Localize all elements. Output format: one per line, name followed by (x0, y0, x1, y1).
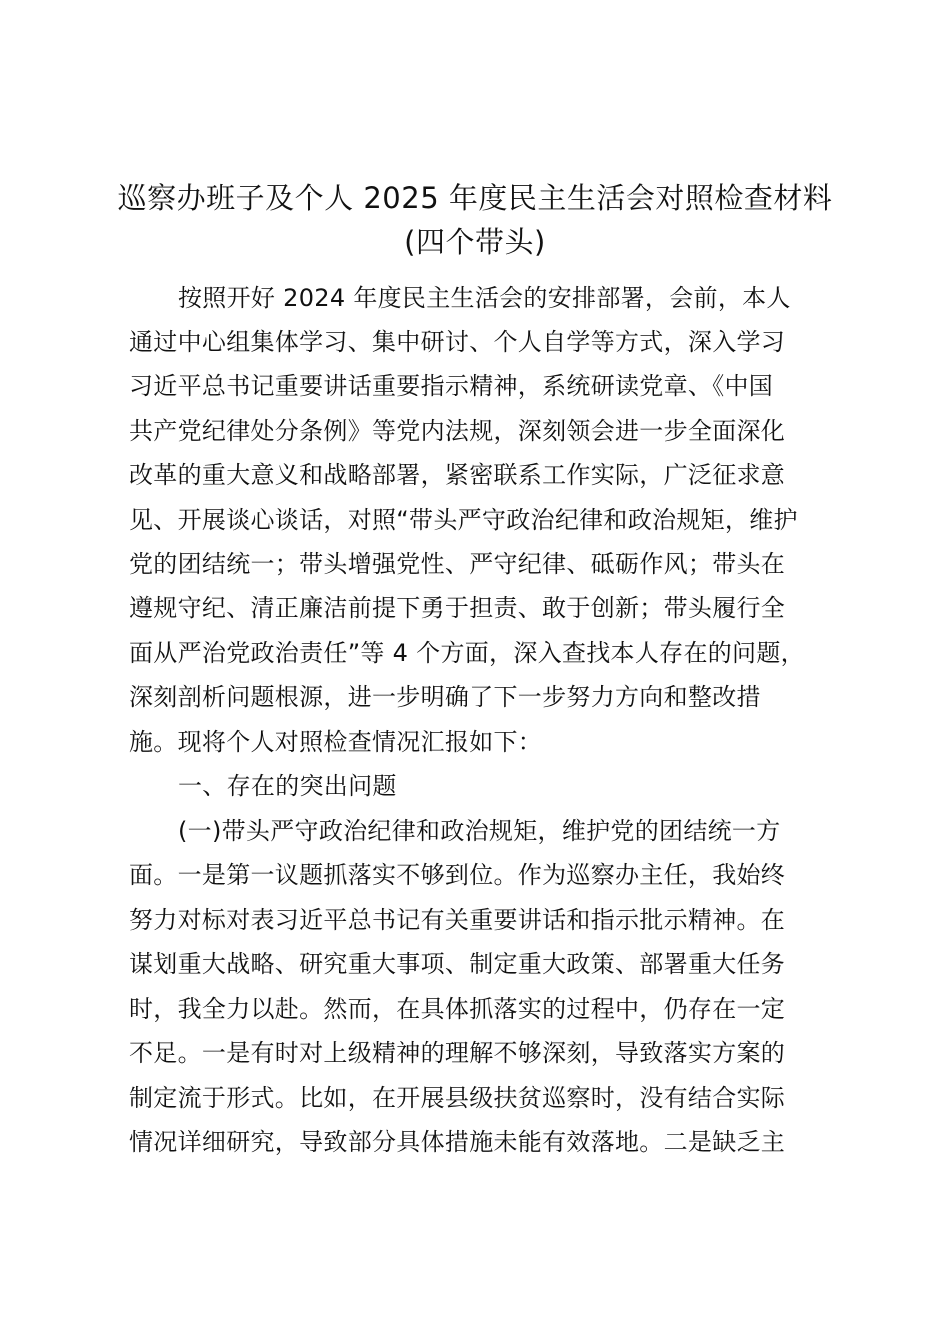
body-line: 不足。一是有时对上级精神的理解不够深刻，导致落实方案的 (129, 1039, 786, 1067)
body-line: 共产党纪律处分条例》等党内法规，深刻领会进一步全面深化 (129, 417, 786, 445)
body-line: 通过中心组集体学习、集中研讨、个人自学等方式，深入学习 (129, 328, 786, 356)
body-line: 情况详细研究，导致部分具体措施未能有效落地。二是缺乏主 (129, 1128, 786, 1156)
body-line: 习近平总书记重要讲话重要指示精神，系统研读党章、《中国 (129, 372, 774, 400)
body-line: 努力对标对表习近平总书记有关重要讲话和指示批示精神。在 (129, 906, 786, 934)
body-line: 按照开好 2024 年度民主生活会的安排部署，会前，本人 (178, 284, 791, 312)
body-line: 制定流于形式。比如，在开展县级扶贫巡察时，没有结合实际 (129, 1084, 786, 1112)
body-line: 面从严治党政治责任”等 4 个方面，深入查找本人存在的问题， (129, 639, 805, 667)
body-line: 施。现将个人对照检查情况汇报如下： (129, 728, 543, 756)
body-line: 谋划重大战略、研究重大事项、制定重大政策、部署重大任务 (129, 950, 786, 978)
body-line: 改革的重大意义和战略部署，紧密联系工作实际，广泛征求意 (129, 461, 786, 489)
document-subtitle: (四个带头) (404, 225, 546, 259)
body-line: 党的团结统一；带头增强党性、严守纪律、砥砺作风；带头在 (129, 550, 786, 578)
body-line: 深刻剖析问题根源，进一步明确了下一步努力方向和整改措 (129, 683, 761, 711)
body-line: 见、开展谈心谈话，对照“带头严守政治纪律和政治规矩，维护 (129, 506, 798, 534)
body-line: 遵规守纪、清正廉洁前提下勇于担责、敢于创新；带头履行全 (129, 594, 786, 622)
document-title: 巡察办班子及个人 2025 年度民主生活会对照检查材料 (117, 181, 833, 215)
subsection-heading: (一)带头严守政治纪律和政治规矩，维护党的团结统一方 (178, 817, 781, 845)
body-line: 时，我全力以赴。然而，在具体抓落实的过程中，仍存在一定 (129, 995, 786, 1023)
section-heading: 一、存在的突出问题 (178, 772, 397, 800)
body-line: 面。一是第一议题抓落实不够到位。作为巡察办主任，我始终 (129, 861, 786, 889)
